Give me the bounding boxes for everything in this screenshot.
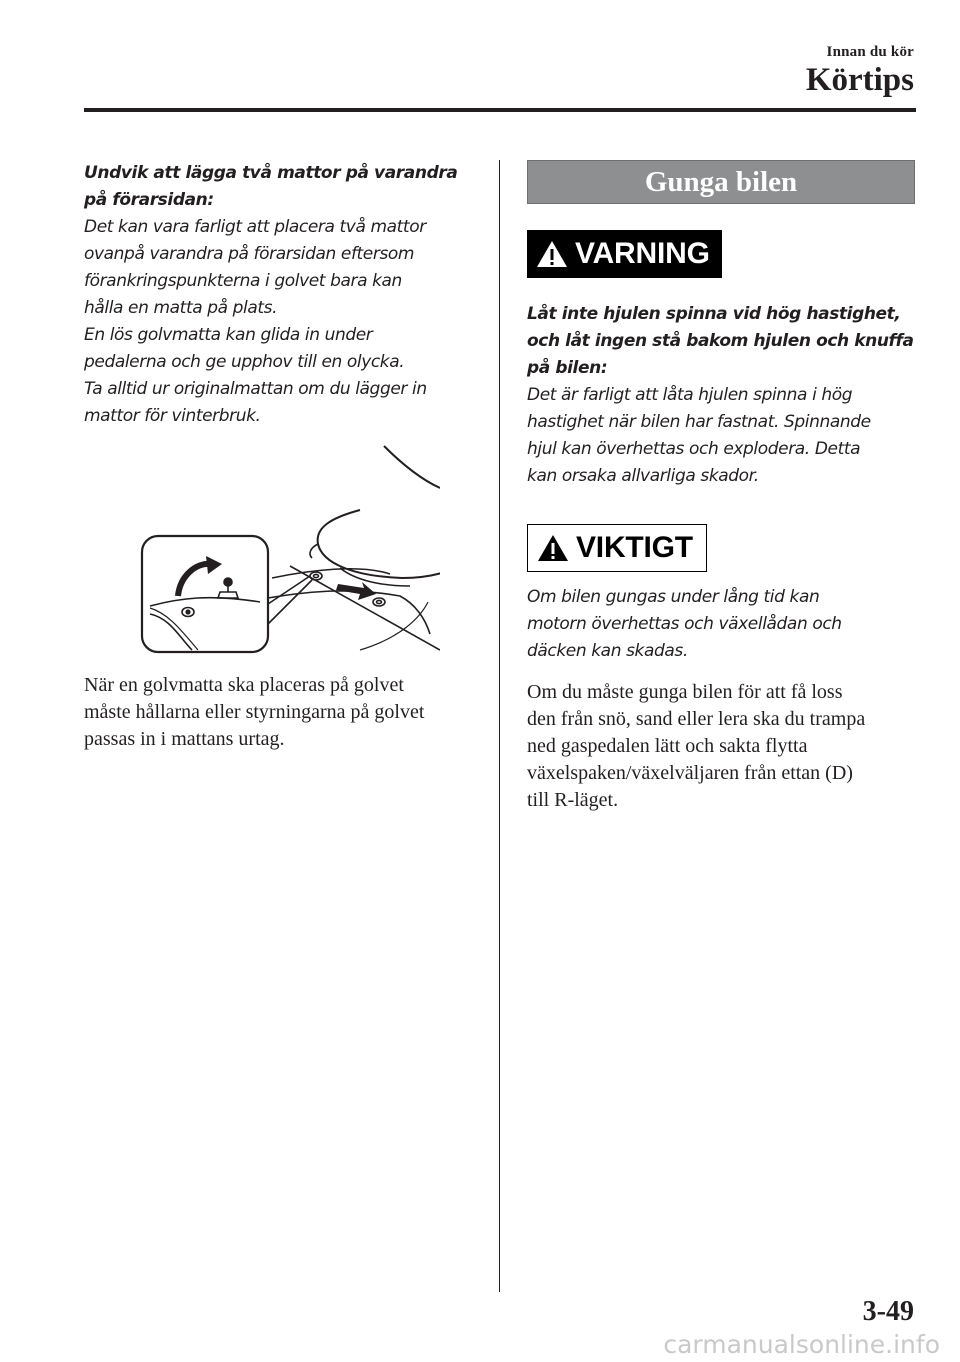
floor-mat-anchor-illustration bbox=[140, 438, 440, 656]
header-rule bbox=[84, 108, 916, 112]
caution-text: Om bilen gungas under lång tid kan motorn överhettas och växellådan och däcken kan skadas. bbox=[527, 587, 842, 661]
page-title: Körtips bbox=[805, 62, 914, 98]
warning-badge bbox=[527, 230, 722, 278]
caution-label: VIKTIGT bbox=[576, 531, 693, 564]
column-divider bbox=[499, 160, 500, 1292]
right-column bbox=[527, 160, 917, 814]
floor-mat-instructions: När en golvmatta ska placeras på golvet måste hållarna eller styrningarna på golvet passas in i mattans urtag. bbox=[84, 674, 425, 750]
floor-mat-heading: Undvik att lägga två mattor på varandra på förarsidan: bbox=[84, 163, 458, 210]
warning-heading: Låt inte hjulen spinna vid hög hastighet, och låt ingen stå bakom hjulen och knuffa på bilen: bbox=[527, 304, 914, 378]
watermark: carmanualsonline.info bbox=[663, 1330, 940, 1359]
caution-triangle-icon bbox=[536, 533, 570, 563]
warning-label: VARNING bbox=[575, 237, 710, 270]
rocking-instructions: Om du måste gunga bilen för att få loss den från snö, sand eller lera ska du trampa ned gaspedalen lätt och sakta flytta växelspaken/växelväljaren från ettan (D) till R-läget. bbox=[527, 681, 866, 811]
floor-mat-warning-text: Det kan vara farligt att placera två mattor ovanpå varandra på förarsidan eftersom förankringspunkterna i golvet bara kan hålla en matta på plats. En lös golvmatta kan glida in under pedalerna och ge upphov till en olycka. Ta alltid ur originalmattan om du lägger in mattor för vinterbruk. bbox=[84, 217, 427, 426]
section-title-bar bbox=[527, 160, 915, 204]
section-title: Gunga bilen bbox=[644, 165, 798, 198]
caution-badge bbox=[527, 524, 707, 572]
left-column bbox=[84, 160, 480, 750]
warning-triangle-icon bbox=[535, 239, 569, 269]
arrow-right-icon bbox=[336, 582, 376, 600]
chapter-label: Innan du kör bbox=[826, 44, 914, 60]
warning-text: Det är farligt att låta hjulen spinna i hög hastighet när bilen har fastnat. Spinnande hjul kan överhettas och explodera. Detta kan orsaka allvarliga skador. bbox=[527, 385, 871, 486]
page-number: 3-49 bbox=[862, 1296, 914, 1327]
